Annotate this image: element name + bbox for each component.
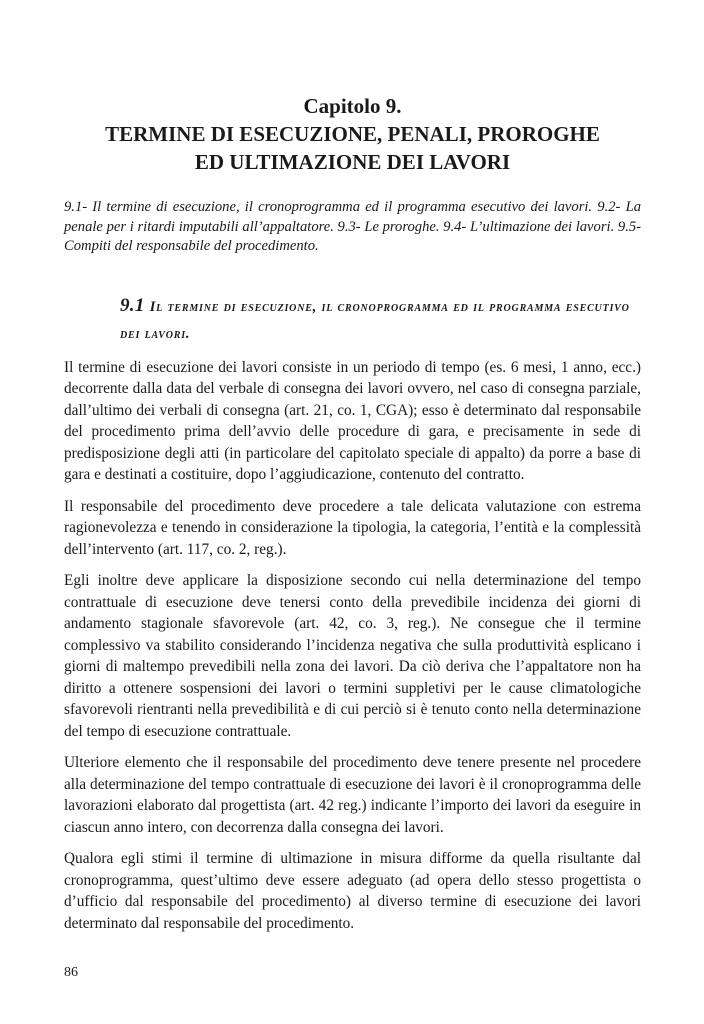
chapter-heading — [64, 92, 641, 176]
section-title: Il termine di esecuzione, il cronoprogramma ed il programma esecutivo dei lavori. — [120, 298, 630, 342]
body-paragraph: Qualora egli stimi il termine di ultimazione in misura difforme da quella risultante dal cronoprogramma, quest’ultimo deve essere adeguato (ad opera dello stesso progettista o d’ufficio dal responsabile del procedimento) al diverso termine di esecuzione dei lavori determinato dal responsabile del procedimento. — [64, 850, 641, 932]
body-paragraph: Egli inoltre deve applicare la disposizione secondo cui nella determinazione del tempo contrattuale di esecuzione deve tenersi conto della prevedibile incidenza dei giorni di andamento stagionale sfavorevole (art. 42, co. 3, reg.). Ne consegue che il termine complessivo va stabilito considerando l’incidenza negativa che sulla produttività esplicano i giorni di maltempo prevedibili nella zona dei lavori. Da ciò deriva che l’appaltatore non ha diritto a ottenere sospensioni dei lavori o termini suppletivi per le cause climatologiche sfavorevoli rientranti nella prevedibilità e di cui perciò si è tenuto conto nella determinazione del tempo di esecuzione contrattuale. — [64, 572, 641, 740]
chapter-number: Capitolo 9. — [303, 94, 402, 118]
section-number: 9.1 — [120, 294, 145, 316]
page-number: 86 — [64, 965, 78, 980]
chapter-title-line-2: ED ULTIMAZIONE DEI LAVORI — [194, 150, 511, 174]
book-page — [64, 0, 641, 944]
section-heading — [120, 293, 641, 347]
body-paragraph: Ulteriore elemento che il responsabile del procedimento deve tenere presente nel procedere alla determinazione del tempo contrattuale di esecuzione dei lavori è il cronoprogramma delle lavorazioni elaborato dal progettista (art. 42 reg.) indicante l’importo dei lavori da eseguire in ciascun anno intero, con decorrenza dalla consegna dei lavori. — [64, 754, 641, 836]
chapter-title-line-1: TERMINE DI ESECUZIONE, PENALI, PROROGHE — [105, 122, 600, 146]
body-paragraph: Il termine di esecuzione dei lavori consiste in un periodo di tempo (es. 6 mesi, 1 anno, ecc.) decorrente dalla data del verbale di consegna dei lavori ovvero, nel caso di consegna parziale, dall’ultimo dei verbali di consegna (art. 21, co. 1, CGA); esso è determinato dal responsabile del procedimento prima dell’avvio delle procedure di gara, e precisamente in sede di predisposizione degli atti (in particolare del capitolato speciale di appalto) da porre a base di gara e destinati a costituire, dopo l’aggiudicazione, contenuto del contratto. — [64, 358, 641, 483]
chapter-summary: 9.1- Il termine di esecuzione, il cronoprogramma ed il programma esecutivo dei lavori. 9.2- La penale per i ritardi imputabili all’appaltatore. 9.3- Le proroghe. 9.4- L’ultimazione dei lavori. 9.5- Compiti del responsabile del procedimento. — [64, 199, 641, 254]
body-paragraph: Il responsabile del procedimento deve procedere a tale delicata valutazione con estrema ragionevolezza e tenendo in considerazione la tipologia, la categoria, l’entità e la complessità dell’intervento (art. 117, co. 2, reg.). — [64, 497, 641, 558]
